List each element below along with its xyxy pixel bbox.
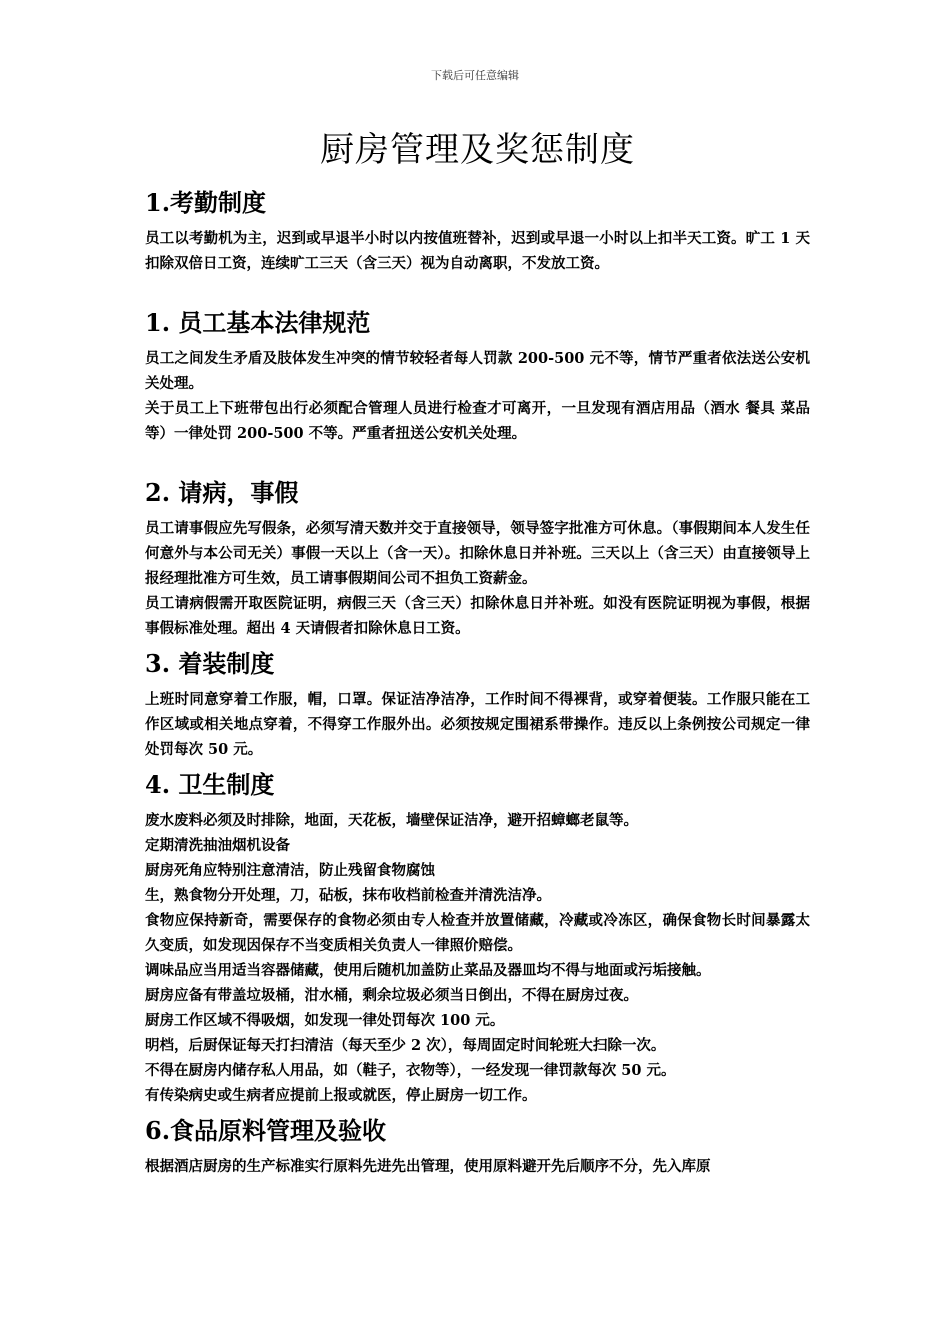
section-ingredient-management — [145, 1114, 810, 1179]
header-note: 下载后可任意编辑 — [431, 69, 519, 82]
section-hygiene — [145, 768, 810, 1108]
section-heading: 1.考勤制度 — [145, 188, 267, 217]
paragraph: 生，熟食物分开处理，刀，砧板，抹布收档前检查并清洗洁净。 — [145, 887, 551, 904]
section-heading: 3. 着装制度 — [145, 649, 275, 678]
paragraph: 员工请事假应先写假条，必须写清天数并交于直接领导，领导签字批准方可休息。（事假期间本人发生任何意外与本公司无关）事假一天以上（含一天）。扣除休息日并补班。三天以上（含三天）由直接领导上报经理批准方可生效，员工请事假期间公司不担负工资薪金。 — [145, 520, 810, 587]
paragraph: 明档，后厨保证每天打扫清洁（每天至少 2 次），每周固定时间轮班大扫除一次。 — [145, 1037, 666, 1054]
paragraph: 上班时同意穿着工作服，帽，口罩。保证洁净洁净，工作时间不得裸背，或穿着便装。工作服只能在工作区域或相关地点穿着，不得穿工作服外出。必须按规定围裙系带操作。违反以上条例按公司规定一律处罚每次 50 元。 — [145, 691, 810, 758]
paragraph: 厨房死角应特别注意清洁，防止残留食物腐蚀 — [145, 862, 435, 879]
paragraph: 员工以考勤机为主，迟到或早退半小时以内按值班替补，迟到或早退一小时以上扣半天工资。旷工 1 天扣除双倍日工资，连续旷工三天（含三天）视为自动离职，不发放工资。 — [145, 230, 810, 272]
paragraph: 员工请病假需开取医院证明，病假三天（含三天）扣除休息日并补班。如没有医院证明视为事假，根据事假标准处理。超出 4 天请假者扣除休息日工资。 — [145, 595, 810, 637]
paragraph: 员工之间发生矛盾及肢体发生冲突的情节较轻者每人罚款 200-500 元不等，情节严重者依法送公安机关处理。 — [145, 350, 810, 392]
paragraph: 不得在厨房内储存私人用品，如（鞋子，衣物等），一经发现一律罚款每次 50 元。 — [145, 1062, 676, 1079]
paragraph: 厨房应备有带盖垃圾桶，泔水桶，剩余垃圾必须当日倒出，不得在厨房过夜。 — [145, 987, 638, 1004]
paragraph: 关于员工上下班带包出行必须配合管理人员进行检查才可离开，一旦发现有酒店用品（酒水 餐具 菜品等）一律处罚 200-500 不等。严重者扭送公安机关处理。 — [145, 400, 810, 442]
section-attendance — [145, 186, 810, 276]
paragraph: 厨房工作区域不得吸烟，如发现一律处罚每次 100 元。 — [145, 1012, 505, 1029]
paragraph: 食物应保持新奇，需要保存的食物必须由专人检查并放置储藏，冷藏或冷冻区，确保食物长时间暴露太久变质，如发现因保存不当变质相关负责人一律照价赔偿。 — [145, 912, 810, 954]
paragraph: 有传染病史或生病者应提前上报或就医，停止厨房一切工作。 — [145, 1087, 537, 1104]
paragraph: 根据酒店厨房的生产标准实行原料先进先出管理，使用原料避开先后顺序不分，先入库原 — [145, 1158, 711, 1175]
section-legal-norms — [145, 306, 810, 446]
section-heading: 6.食品原料管理及验收 — [145, 1116, 387, 1145]
section-heading: 1. 员工基本法律规范 — [145, 308, 371, 337]
section-heading: 2. 请病，事假 — [145, 478, 299, 507]
section-leave — [145, 476, 810, 641]
paragraph: 调味品应当用适当容器储藏，使用后随机加盖防止菜品及器皿均不得与地面或污垢接触。 — [145, 962, 711, 979]
paragraph: 定期清洗抽油烟机设备 — [145, 837, 290, 854]
section-heading: 4. 卫生制度 — [145, 770, 275, 799]
document-body — [145, 120, 810, 1179]
paragraph: 废水废料必须及时排除，地面，天花板，墙壁保证洁净，避开招蟑螂老鼠等。 — [145, 812, 638, 829]
section-dress-code — [145, 647, 810, 762]
document-title: 厨房管理及奖惩制度 — [320, 130, 635, 170]
